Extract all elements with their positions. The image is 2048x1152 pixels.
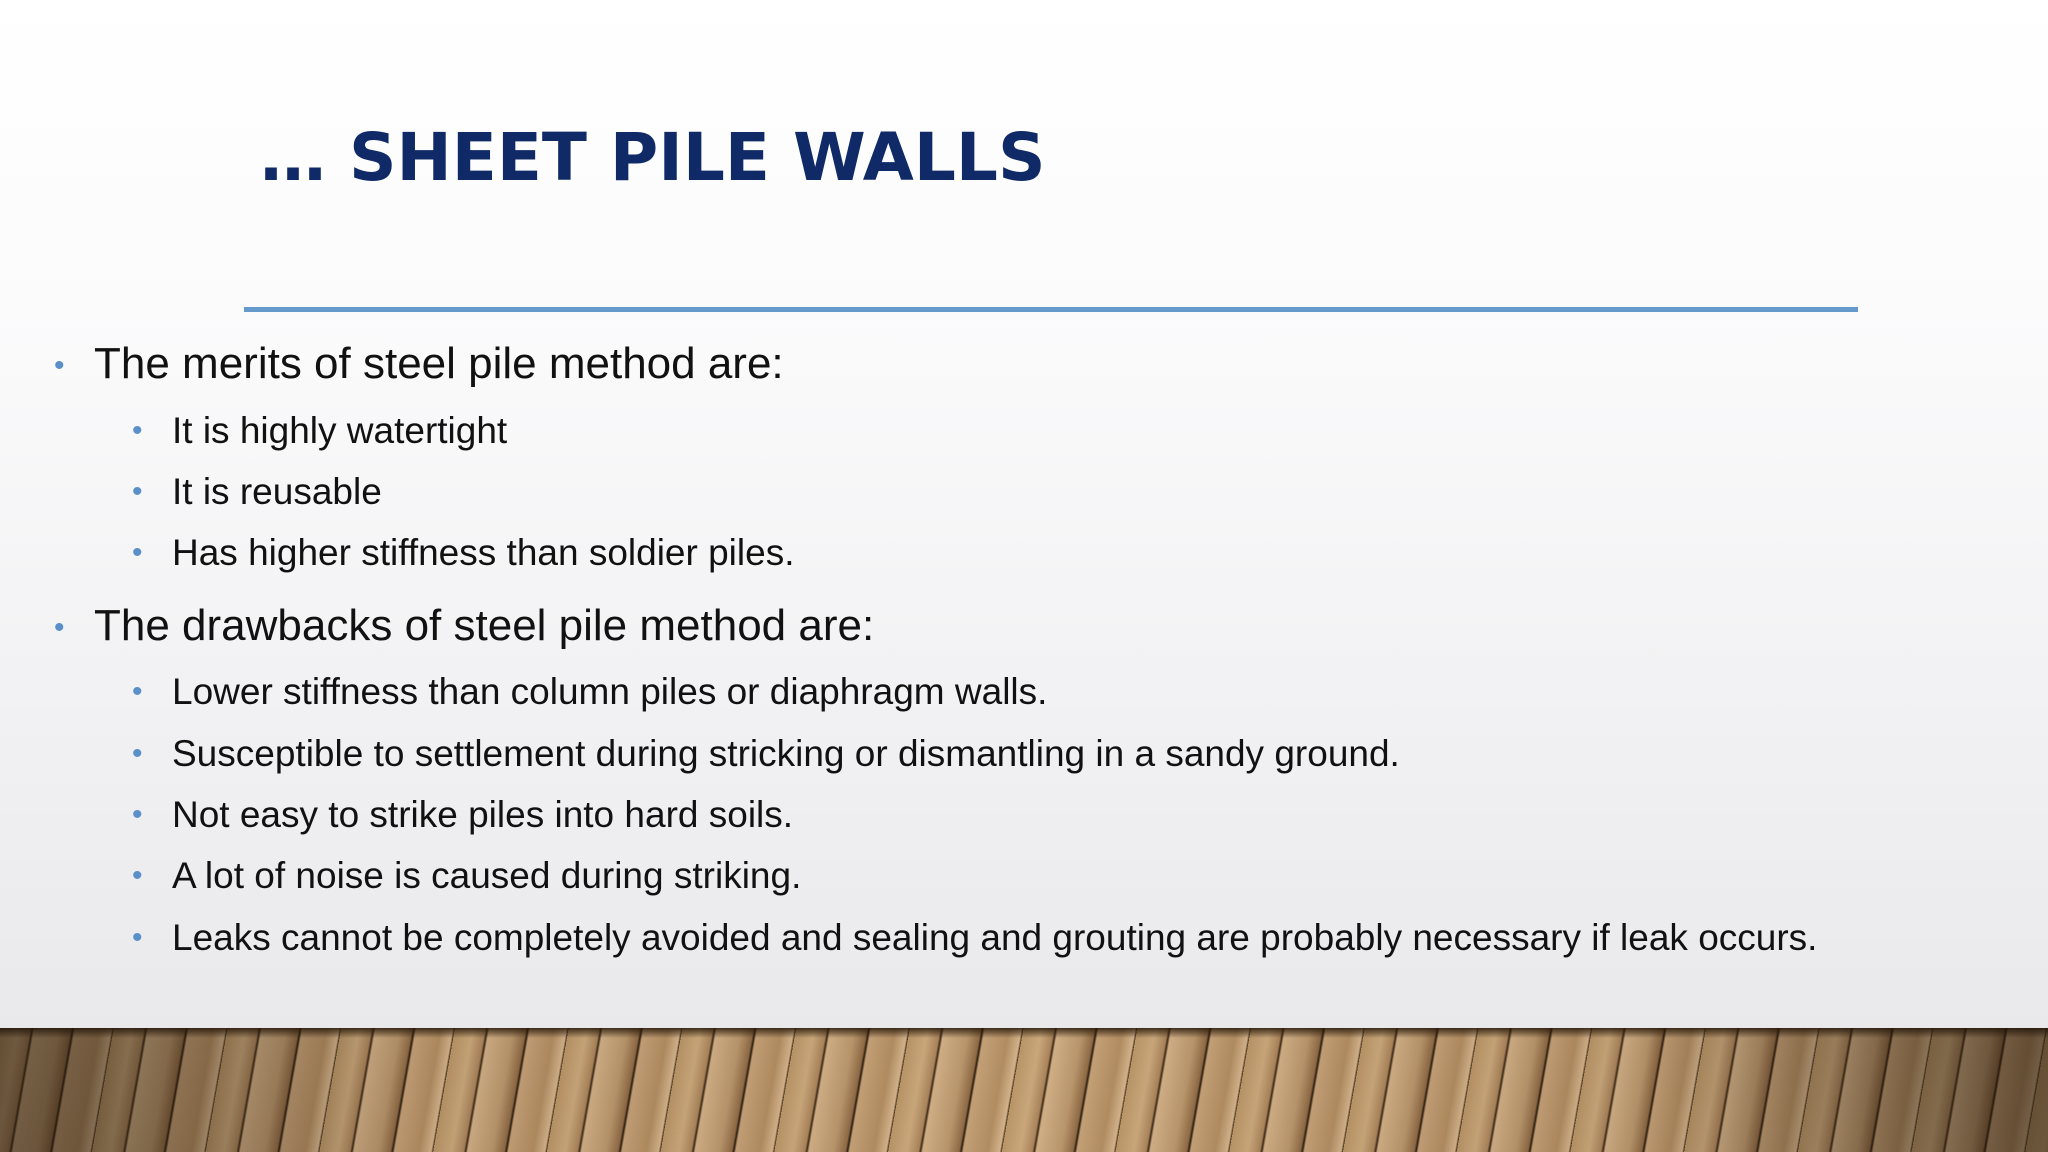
sub-bullet-text: Has higher stiffness than soldier piles. bbox=[172, 532, 795, 573]
sub-bullet-text: Not easy to strike piles into hard soils. bbox=[172, 794, 794, 835]
bullet-drawbacks bbox=[54, 600, 875, 652]
bullet-icon: • bbox=[54, 349, 65, 382]
slide-title: … SHEET PILE WALLS bbox=[260, 119, 1046, 196]
sub-bullet-text: It is reusable bbox=[172, 471, 382, 512]
sub-bullet-text: Susceptible to settlement during stricking or dismantling in a sandy ground. bbox=[172, 733, 1400, 774]
bullet-icon: • bbox=[132, 737, 143, 770]
bullet-icon: • bbox=[132, 475, 143, 508]
sub-bullet-reusable bbox=[132, 468, 382, 516]
sub-bullet-hard-soils bbox=[132, 791, 794, 839]
bullet-text: The merits of steel pile method are: bbox=[94, 339, 784, 388]
sub-bullet-stiffness bbox=[132, 529, 795, 577]
bullet-icon: • bbox=[132, 798, 143, 831]
bullet-icon: • bbox=[132, 675, 143, 708]
sub-bullet-text: It is highly watertight bbox=[172, 410, 508, 451]
bullet-icon: • bbox=[132, 921, 143, 954]
sub-bullet-leaks bbox=[132, 914, 1842, 962]
sub-bullet-noise bbox=[132, 852, 802, 900]
sub-bullet-lower-stiffness bbox=[132, 668, 1048, 716]
bullet-icon: • bbox=[132, 859, 143, 892]
sub-bullet-text: Leaks cannot be completely avoided and sealing and grouting are probably necessary if leak occurs. bbox=[172, 917, 1818, 958]
bullet-merits bbox=[54, 338, 784, 390]
sub-bullet-watertight bbox=[132, 407, 508, 455]
bullet-icon: • bbox=[54, 611, 65, 644]
sub-bullet-text: Lower stiffness than column piles or diaphragm walls. bbox=[172, 671, 1048, 712]
bullet-icon: • bbox=[132, 536, 143, 569]
floor-vignette bbox=[0, 1028, 2048, 1152]
bullet-text: The drawbacks of steel pile method are: bbox=[94, 601, 875, 650]
sub-bullet-settlement bbox=[132, 730, 1400, 778]
bullet-icon: • bbox=[132, 414, 143, 447]
sub-bullet-text: A lot of noise is caused during striking. bbox=[172, 855, 802, 896]
